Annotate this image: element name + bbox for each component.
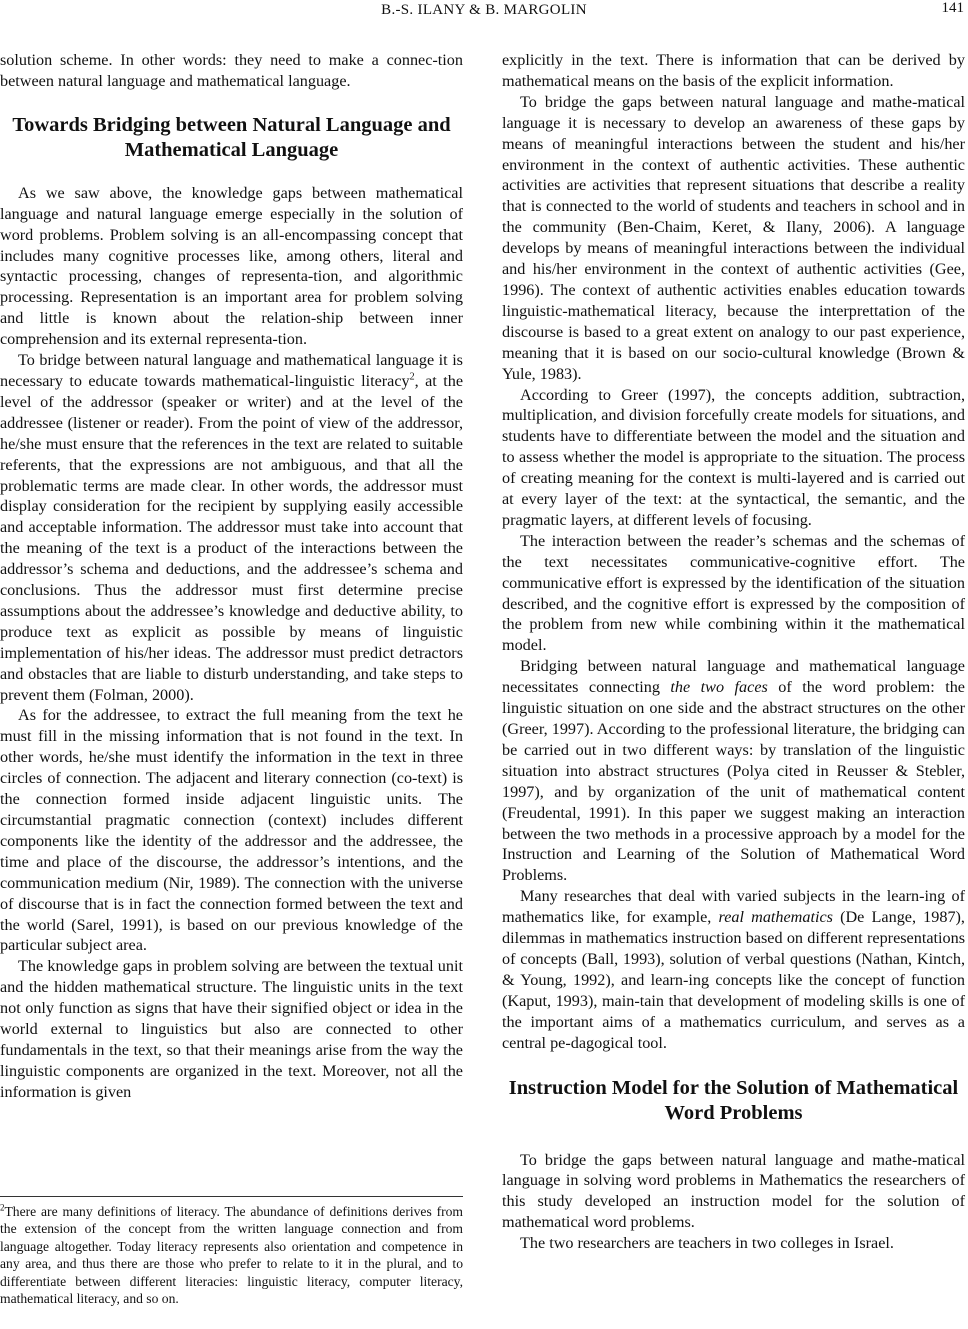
right-paragraph-4-text-a: Bridging between natural language and mathematical language necessitates connecting	[502, 657, 965, 697]
right-paragraph-5-emphasis: real mathematics	[718, 908, 833, 927]
left-column	[0, 50, 463, 1103]
right-paragraph-3: The interaction between the reader’s schemas and the schemas of the text necessitates communicative-cognitive effort. The communicative effort is expressed by the identification of the situation described, and the cognitive effort is expressed by the composition of the problem from new while combining within it the mathematical model.	[502, 531, 965, 655]
right-column	[502, 50, 965, 1254]
right-paragraph-7: The two researchers are teachers in two colleges in Israel.	[520, 1234, 894, 1253]
right-paragraph-5-text-b: (De Lange, 1987), dilemmas in mathematics instruction based on different representations of concepts (Ball, 1993), solution of verbal questions (Nathan, Kintch, & Young, 1992), and learn-ing concepts like the concept of function (Kaput, 1993), main-tain that development of modeling skills is one of the important aims of a mathematics curriculum, and serves as a central pe-dagogical tool.	[502, 908, 965, 1052]
running-header	[0, 0, 968, 20]
left-paragraph-2-text-b: , at the level of the addressor (speaker or writer) and at the level of the addressee (listener or reader). From the point of view of the addressor, he/she must ensure that the references in the text are related to suitable referents, that the expressions are not ambiguous, and that all the problematic terms are made clear. In other words, the addressor must display consideration for the recipient by supplying easily accessible and acceptable information. The addressor must take into account that the meaning of the text is a product of the interactions between the addressor’s schema and deductions, and the addressee’s schema and conclusions. Thus the addressor must first determine precise assumptions about the addressee’s knowledge and deductive ability, to produce text as explicit as possible by means of linguistic implementation of his/her ideas. The addressor must predict detractors and obstacles that are liable to disturb understanding, and take steps to prevent them (Folman, 2000).	[0, 371, 464, 704]
right-paragraph-6: To bridge the gaps between natural language and mathe-matical language in solving word problems in Mathematics the researchers of this study developed an instruction model for the solution of mathematical word problems.	[502, 1150, 965, 1232]
footnote-mark: 2	[0, 1202, 5, 1213]
right-paragraph-1: To bridge the gaps between natural language and mathe-matical language it is necessary to develop an awareness of these gaps by means of meaningful interactions between the student and his/her environment in the context of authentic activities. These authentic activities are activities that represent situations that describe a reality that is connected to the world of students and teachers in school and in the community (Ben-Chaim, Keret, & Ilany, 2006). A language develops by means of meaningful interactions between the individual and his/her environment in the context of authentic activities (Gee, 1996). The context of authentic activities enables education towards linguistic-mathematical literacy, because the interprettation of the discourse is based to a great extent on analogy to our past experience, meaning that it is based on our socio-cultural knowledge (Brown & Yule, 1983).	[502, 92, 965, 383]
right-paragraph-4-emphasis: the two faces	[670, 678, 768, 697]
page-number: 141	[941, 0, 964, 16]
left-paragraph-2-text-a: To bridge between natural language and mathematical language it is necessary to educate towards mathematical-linguistic literacy	[0, 351, 463, 390]
right-paragraph-2: According to Greer (1997), the concepts addition, subtraction, multiplication, and division forcefully create models for situations, and students have to differentiate between the model and the situation and to assess whether the model is appropriate to the situation. The process of creating meaning for the context is multi-layered and is carried out at every layer of the text: at the syntactical, the semantic, and the pragmatic layers, at different levels of focusing.	[502, 385, 965, 529]
right-paragraph-continued: explicitly in the text. There is information that can be derived by mathematical means on the basis of the explicit information.	[502, 51, 965, 90]
left-paragraph-1: As we saw above, the knowledge gaps between mathematical language and natural language emerge especially in the solution of word problems. Problem solving is an all-encompassing concept that includes many cognitive processes like, among others, literal and syntactic processing, changes of representa-tion, and algorithmic processing. Representation is an important area for problem solving and little is known about the relation-ship between inner comprehension and its external representa-tion.	[0, 183, 463, 349]
footnote-reference-mark: 2	[409, 371, 415, 383]
left-paragraph-4: The knowledge gaps in problem solving are between the textual unit and the hidden mathematical structure. The linguistic units in the text not only function as signs that have their signified object or idea in the world external to linguistics but also are connected to other fundamentals in the text, so that their meanings arise from the way the linguistic components are organized in the text. Moreover, not all the information is given	[0, 957, 463, 1101]
section-heading-bridging: Towards Bridging between Natural Language and Mathematical Language	[12, 113, 451, 161]
left-paragraph-2	[0, 350, 463, 705]
running-header-authors: B.-S. ILANY & B. MARGOLIN	[381, 2, 587, 18]
right-paragraph-5-text-a: Many researches that deal with varied subjects in the learn-ing of mathematics like, for example,	[502, 887, 965, 927]
right-paragraph-4	[502, 656, 965, 886]
section-heading-instruction-model: Instruction Model for the Solution of Mathematical Word Problems	[508, 1076, 959, 1124]
left-paragraph-continued: solution scheme. In other words: they need to make a connec-tion between natural language and mathematical language.	[0, 51, 463, 90]
footnote-text: There are many definitions of literacy. The abundance of definitions derives from the extension of the concept from the written language connection and from language altogether. Today literacy represents also orientation and competence in any area, and thus there are those who prefer to relate to it in the plural, and to differentiate between different literacies: linguistic literacy, computer literacy, mathematical literacy, and so on.	[0, 1204, 463, 1307]
footnote	[0, 1196, 463, 1307]
right-paragraph-5	[502, 886, 965, 1053]
left-paragraph-3: As for the addressee, to extract the full meaning from the text he must fill in the missing information that is not found in the text. In other words, he/she must identify the information in the text in three circles of connection. The adjacent and literary connection (co-text) is the connection formed inside adjacent linguistic units. The circumstantial pragmatic connection (context) includes different components like the identity of the addressor and the addressee, the time and place of the discourse, the addressor’s intentions, and the communication medium (Nir, 1989). The connection with the universe of discourse that is in fact the connection formed between the text and the world (Sarel, 1991), is based on our previous knowledge of the particular subject area.	[0, 706, 463, 955]
right-paragraph-4-text-b: of the word problem: the linguistic situation on one side and the abstract structures on the other (Greer, 1997). According to the professional literature, the bridging can be carried out in two different ways: by translation of the linguistic situation into abstract structures (Polya cited in Reusser & Stebler, 1997), and by organization of the unit of mathematical content (Freudental, 1991). In this paper we suggest making an interaction between the two methods in a processive approach by a model for the Instruction and Learning of the Solution of Mathematical Word Problems.	[502, 678, 965, 885]
